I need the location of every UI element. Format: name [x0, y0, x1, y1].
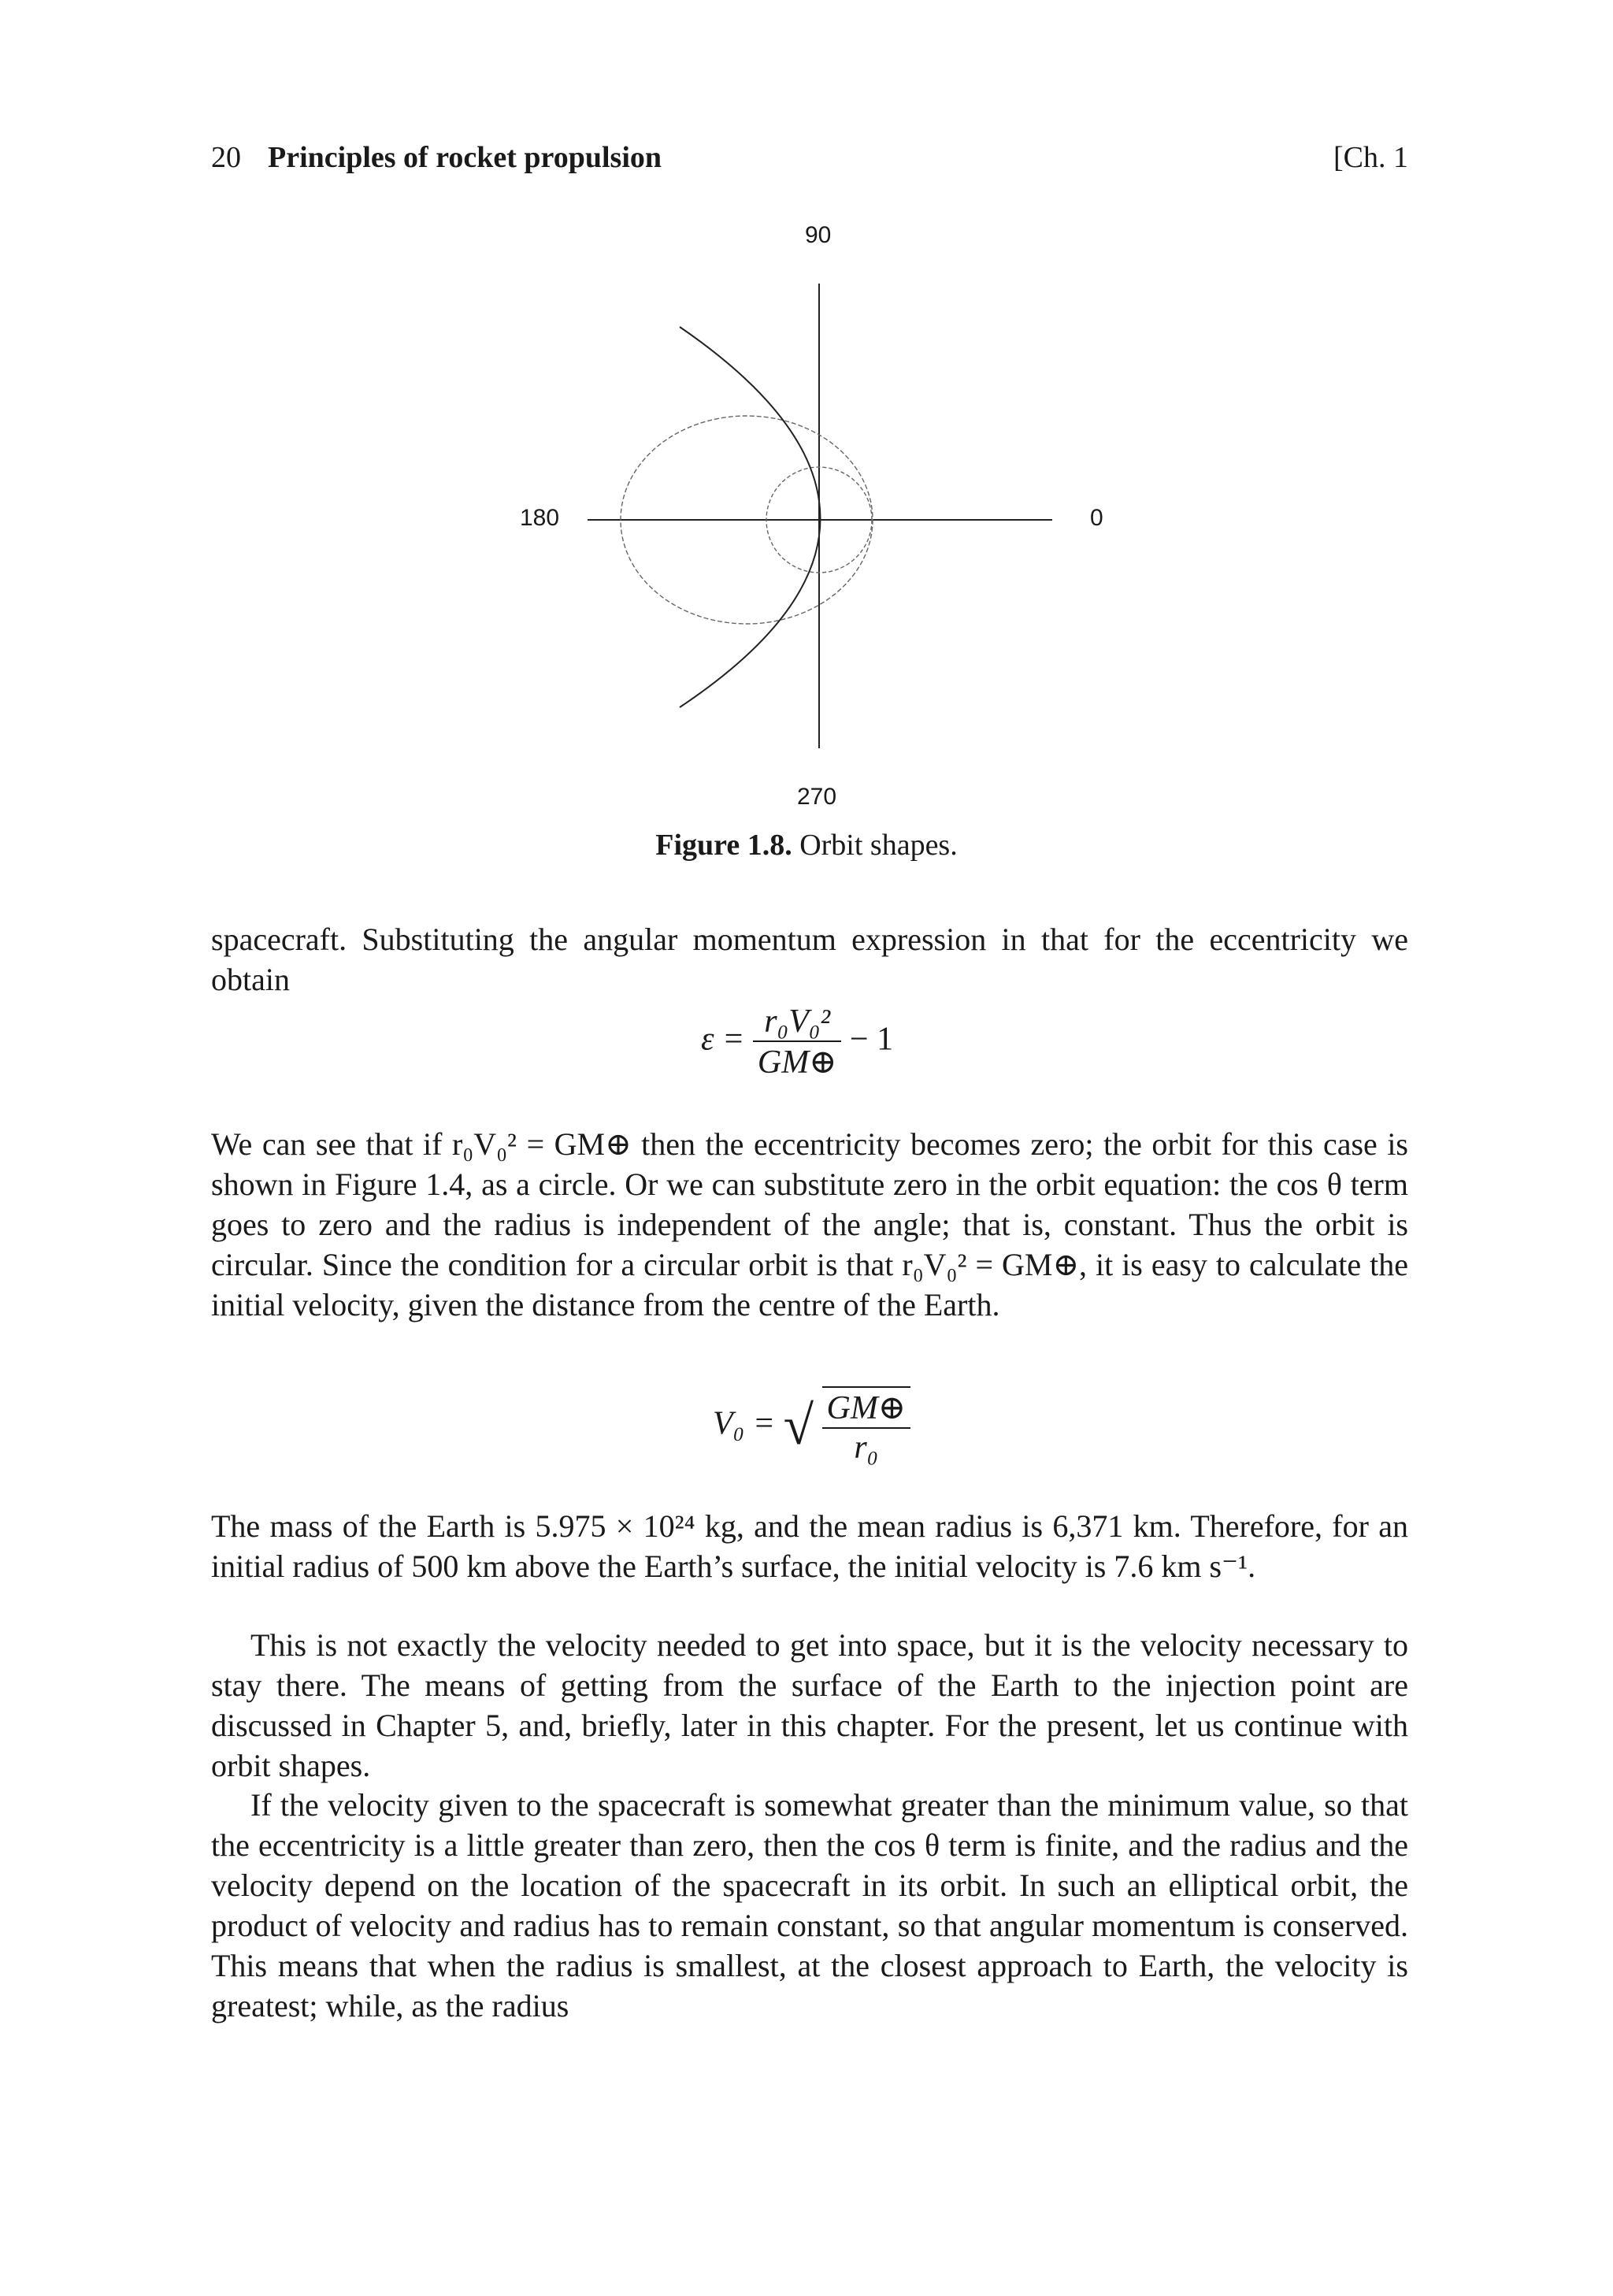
angle-label-180: 180 [520, 505, 560, 531]
eq2-lhs: V₀ = [713, 1405, 776, 1442]
equation-eccentricity [701, 1003, 893, 1081]
page-number: 20 [211, 141, 241, 174]
caption-number: Figure 1.8. [655, 829, 792, 862]
sqrt-icon: √ [783, 1396, 814, 1456]
angle-label-270: 270 [797, 784, 837, 810]
eq1-numerator: r₀V₀² [753, 1003, 842, 1042]
running-title: Principles of rocket propulsion [268, 141, 662, 174]
equation-circular-velocity [713, 1386, 910, 1467]
paragraph-5: If the velocity given to the spacecraft is somewhat greater than the minimum value, so that the eccentricity is a little greater than zero, then the cos θ term is finite, and the radius and the velocity depend on the location of the spacecraft in its orbit. In such an elliptical orbit, the product of velocity and radius has to remain constant, so that angular momentum is conserved. This means that when the radius is smallest, at the closest approach to Earth, the velocity is greatest; while, as the radius [211, 1787, 1408, 2023]
angle-label-0: 0 [1090, 505, 1103, 531]
paragraph-4: This is not exactly the velocity needed to get into space, but it is the velocity necessary to stay there. The means of getting from the surface of the Earth to the injection point are discussed in Chapter 5, and, briefly, later in this chapter. For the present, let us continue with orbit shapes. [211, 1627, 1408, 1783]
hyperbolic-trajectory [680, 327, 821, 707]
eq1-rhs: − 1 [849, 1021, 894, 1058]
paragraph-3: The mass of the Earth is 5.975 × 10²⁴ kg, and the mean radius is 6,371 km. Therefore, for an initial radius of 500 km above the Earth’s surface, the initial velocity is 7.6 km s⁻¹. [211, 1508, 1408, 1584]
angle-label-90: 90 [805, 222, 832, 248]
page-header [211, 140, 1408, 180]
figure-caption [0, 828, 1613, 862]
paragraph-2: We can see that if r₀V₀² = GM⊕ then the eccentricity becomes zero; the orbit for this case is shown in Figure 1.4, as a circle. Or we can substitute zero in the orbit equation: the cos θ term goes to zero and the radius is independent of the angle; that is, constant. Thus the orbit is circular. Since the condition for a circular orbit is that r₀V₀² = GM⊕, it is easy to calculate the initial velocity, given the distance from the centre of the Earth. [211, 1126, 1408, 1322]
eq1-lhs: ε = [701, 1021, 745, 1058]
eq2-numerator: GM⊕ [822, 1388, 911, 1429]
paragraph-1: spacecraft. Substituting the angular momentum expression in that for the eccentricity we obtain [211, 922, 1408, 997]
chapter-label: [Ch. 1 [1333, 141, 1408, 174]
orbit-diagram [488, 205, 1134, 835]
caption-text: Orbit shapes. [799, 829, 958, 862]
orbit-shapes-figure [488, 205, 1134, 835]
eq2-denominator: r₀ [854, 1430, 879, 1466]
eq1-denominator: GM⊕ [757, 1044, 837, 1081]
